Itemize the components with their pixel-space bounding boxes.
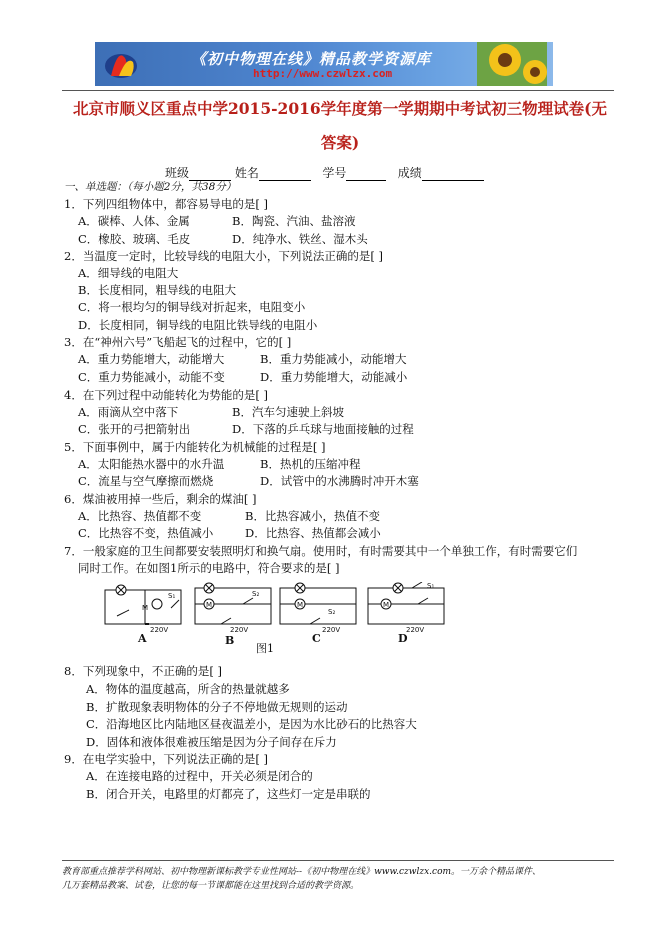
option: A．雨滴从空中落下 xyxy=(78,405,179,419)
banner-url: http://www.czwlzx.com xyxy=(253,67,393,80)
option: C．重力势能减小，动能不变 xyxy=(78,370,225,384)
option: A．在连接电路的过程中，开关必须是闭合的 xyxy=(86,769,313,783)
option: D．纯净水、铁丝、湿木头 xyxy=(232,232,368,246)
question-stem: 2．当温度一定时，比较导线的电阻大小，下列说法正确的是[ ] xyxy=(64,249,383,263)
name-field[interactable] xyxy=(259,180,311,181)
voltage-label: 220V xyxy=(322,626,341,634)
banner-title: 《初中物理在线》精品教学资源库 xyxy=(191,50,432,68)
question-stem: 1．下列四组物体中，都容易导电的是[ ] xyxy=(64,197,268,211)
footer-line: 几万套精品教案、试卷，让您的每一节课都能在这里找到合适的教学资源。 xyxy=(62,881,360,891)
site-logo-icon xyxy=(103,46,139,82)
score-field[interactable] xyxy=(422,180,484,181)
number-field[interactable] xyxy=(346,180,386,181)
svg-text:M: M xyxy=(142,604,149,612)
number-label: 学号 xyxy=(322,166,347,180)
option: B．陶瓷、汽油、盐溶液 xyxy=(232,214,356,228)
fig-label-d: D xyxy=(398,632,408,645)
option: C．沿海地区比内陆地区昼夜温差小，是因为水比砂石的比热容大 xyxy=(86,717,417,731)
option: C．橡胶、玻璃、毛皮 xyxy=(78,232,191,246)
question-stem: 3．在“神州六号”飞船起飞的过程中，它的[ ] xyxy=(64,335,292,349)
option: D．下落的乒乓球与地面接触的过程 xyxy=(232,422,414,436)
svg-text:M: M xyxy=(206,601,213,609)
option: D．重力势能增大，动能减小 xyxy=(260,370,408,384)
option: A．太阳能热水器中的水升温 xyxy=(78,457,225,471)
header-divider xyxy=(62,90,614,91)
option: A．比热容、热值都不变 xyxy=(78,509,202,523)
question-stem: 4．在下列过程中动能转化为势能的是[ ] xyxy=(64,388,268,402)
option: A．细导线的电阻大 xyxy=(78,266,179,280)
fig-label-b: B xyxy=(225,634,235,647)
page-title-cont: 答案) xyxy=(320,133,360,152)
question-stem-cont: 同时工作。在如图1所示的电路中，符合要求的是[ ] xyxy=(78,561,340,575)
sunflower-icon xyxy=(477,42,547,86)
option: A．物体的温度越高，所含的热量就越多 xyxy=(86,682,290,696)
svg-text:M: M xyxy=(383,601,390,609)
circuit-c xyxy=(280,583,356,624)
option: A．碳棒、人体、金属 xyxy=(78,214,190,228)
option: C．比热容不变，热值减小 xyxy=(78,526,214,540)
figure-caption: 图1 xyxy=(256,642,274,655)
option: B．汽车匀速驶上斜坡 xyxy=(232,405,344,419)
option: D．试管中的水沸腾时冲开木塞 xyxy=(260,474,419,488)
page-title: 北京市顺义区重点中学2015-2016学年度第一学期期中考试初三物理试卷(无 xyxy=(72,99,608,118)
option: A．重力势能增大，动能增大 xyxy=(78,352,225,366)
switch-label: S₁ xyxy=(168,592,176,600)
option: D．比热容、热值都会减小 xyxy=(245,526,381,540)
voltage-label: 220V xyxy=(150,626,169,634)
option: B．扩散现象表明物体的分子不停地做无规则的运动 xyxy=(86,700,348,714)
name-label: 姓名 xyxy=(234,166,259,180)
fig-label-c: C xyxy=(312,632,321,645)
option: C．将一根均匀的铜导线对折起来，电阻变小 xyxy=(78,300,306,314)
svg-text:M: M xyxy=(297,601,304,609)
footer-line: 教育部重点推荐学科网站、初中物理新课标教学专业性网站--《初中物理在线》www.czwlzx.com。一万余个精品课件、 xyxy=(62,867,542,877)
option: B．比热容减小，热值不变 xyxy=(245,509,380,523)
option: B．长度相同，粗导线的电阻大 xyxy=(78,283,236,297)
switch-label: S₂ xyxy=(252,590,260,598)
option: D．固体和液体很难被压缩是因为分子间存在斥力 xyxy=(86,735,337,749)
fig-label-a: A xyxy=(138,632,147,645)
option: B．热机的压缩冲程 xyxy=(260,457,361,471)
question-stem: 7．一般家庭的卫生间都要安装照明灯和换气扇。使用时，有时需要其中一个单独工作，有时需要它们 xyxy=(64,544,578,558)
section-heading: 一、单选题：（每小题2分，共38分） xyxy=(64,181,237,193)
option: D．长度相同，铜导线的电阻比铁导线的电阻小 xyxy=(78,318,318,332)
option: C．张开的弓把箭射出 xyxy=(78,422,191,436)
voltage-label: 220V xyxy=(230,626,249,634)
option: B．闭合开关，电路里的灯都亮了，这些灯一定是串联的 xyxy=(86,787,371,801)
question-stem: 6．煤油被用掉一些后，剩余的煤油[ ] xyxy=(64,492,257,506)
question-stem: 8．下列现象中，不正确的是[ ] xyxy=(64,664,222,678)
option: C．流星与空气摩擦而燃烧 xyxy=(78,474,214,488)
question-stem: 5．下面事例中，属于内能转化为机械能的过程是[ ] xyxy=(64,440,326,454)
score-label: 成绩 xyxy=(397,166,422,180)
switch-label: S₁ xyxy=(427,582,435,590)
class-label: 班级 xyxy=(165,166,190,180)
switch-label: S₂ xyxy=(328,608,336,616)
question-stem: 9．在电学实验中，下列说法正确的是[ ] xyxy=(64,752,268,766)
circuit-figure xyxy=(100,582,460,658)
option: B．重力势能减小，动能增大 xyxy=(260,352,407,366)
voltage-label: 220V xyxy=(406,626,425,634)
footer-divider xyxy=(62,860,614,861)
header-banner xyxy=(95,42,553,86)
